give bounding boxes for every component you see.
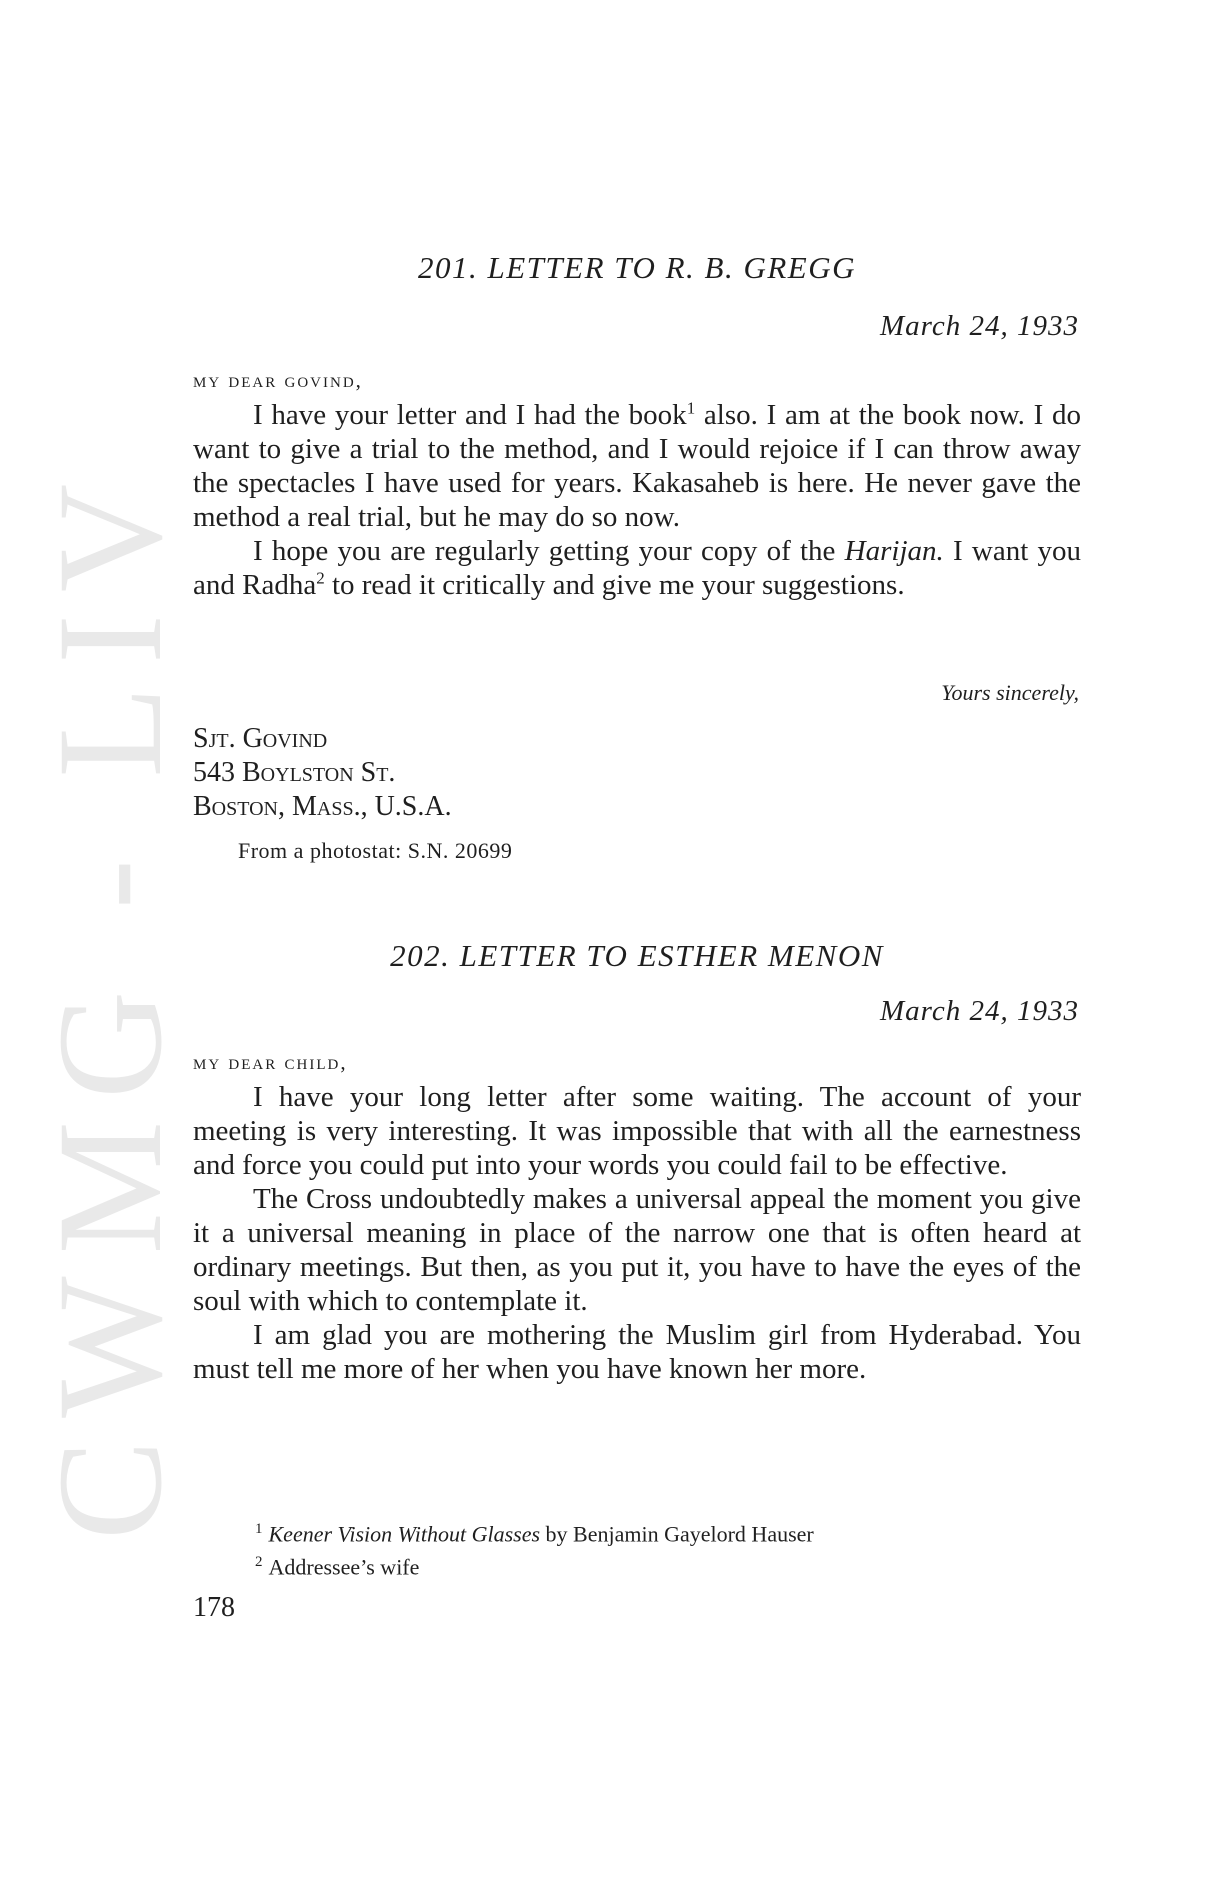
letter-201-salutation: my dear govind,: [193, 368, 363, 392]
footnote-ref-1: 1: [686, 398, 696, 418]
footnote-ref-2: 2: [316, 568, 325, 588]
letter-202-salutation: my dear child,: [193, 1050, 348, 1074]
letter-201-address: [193, 722, 452, 824]
letter-201-paragraph-1: I have your letter and I had the book$^1$ also. I am at the book now. I do want to give a trial to the method, and I would rejoice if I can throw away the spectacles I have used for years. Kakasaheb is here. He never gave the method a real trial, but he may do so now.: [193, 398, 1081, 533]
address-line: 543 Boylston St.: [193, 757, 396, 788]
address-line: Boston, Mass., U.S.A.: [193, 791, 452, 822]
address-line: Sjt. Govind: [193, 723, 328, 754]
letter-201-body: [193, 398, 1081, 602]
letter-202-paragraph-2: The Cross undoubtedly makes a universal appeal the moment you give it a universal meaning in place of the narrow one that is often heard at ordinary meetings. But then, as you put it, you have to have the eyes of the soul with which to contemplate it.: [193, 1183, 1081, 1317]
footnote-1: $^1$ Keener Vision Without Glasses by Benjamin Gayelord Hauser: [255, 1521, 814, 1547]
footnotes: [255, 1515, 1075, 1582]
letter-201-heading: 201. LETTER TO R. B. GREGG: [417, 250, 856, 285]
letter-201-date: March 24, 1933: [880, 310, 1079, 342]
letter-202-date: March 24, 1933: [880, 995, 1079, 1027]
letter-202-body: [193, 1080, 1081, 1386]
page-number: 178: [193, 1592, 235, 1623]
watermark: CWMG - LIV: [27, 461, 193, 1540]
letter-202-paragraph-1: I have your long letter after some waiting. The account of your meeting is very interesting. It was impossible that with all the earnestness and force you could put into your words you could fail to be effective.: [193, 1081, 1081, 1181]
footnote-2: $^2$ Addressee’s wife: [255, 1554, 420, 1580]
letter-201-closing: Yours sincerely,: [941, 680, 1079, 705]
letter-201-source: From a photostat: S.N. 20699: [238, 838, 513, 863]
letter-202-heading: 202. LETTER TO ESTHER MENON: [390, 938, 884, 973]
letter-201-paragraph-2: I hope you are regularly getting your copy of the Harijan. I want you and Radha$^2$ to read it critically and give me your suggestions.: [193, 535, 1081, 601]
letter-202-paragraph-3: I am glad you are mothering the Muslim girl from Hyderabad. You must tell me more of her when you have known her more.: [193, 1319, 1081, 1385]
